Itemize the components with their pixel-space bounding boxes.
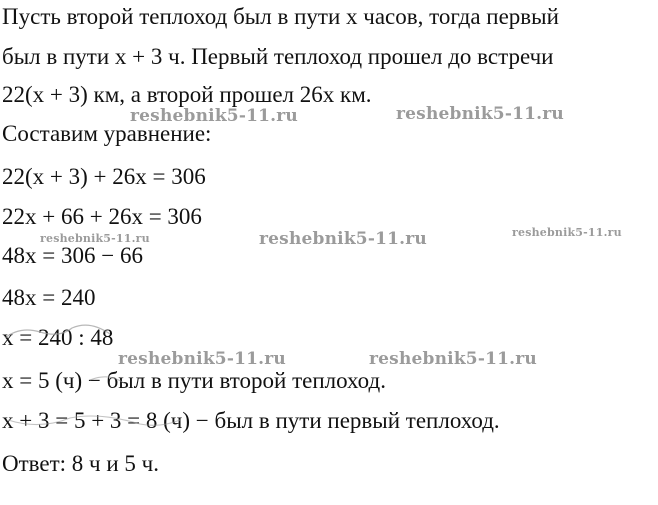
equation-line-1: 22(x + 3) + 26x = 306 [2,164,206,189]
watermark-6: reshebnik5-11.ru [118,349,286,369]
text-line-3: 22(x + 3) км, а второй прошел 26x км. [2,82,372,107]
equation-line-2: 22x + 66 + 26x = 306 [2,204,202,229]
watermark-4: reshebnik5-11.ru [259,229,427,249]
result-line-1: x = 5 (ч) − был в пути второй теплоход. [2,368,386,393]
text-line-2: был в пути x + 3 ч. Первый теплоход прошел до встречи [2,44,554,69]
watermark-1: reshebnik5-11.ru [130,106,298,126]
answer-line: Ответ: 8 ч и 5 ч. [2,451,159,476]
watermark-2: reshebnik5-11.ru [396,104,564,124]
watermark-7: reshebnik5-11.ru [369,349,537,369]
equation-line-5: x = 240 : 48 [2,325,114,350]
watermark-5: reshebnik5-11.ru [512,226,622,239]
watermark-3: reshebnik5-11.ru [40,232,150,245]
result-line-2: x + 3 = 5 + 3 = 8 (ч) − был в пути первый теплоход. [2,408,500,433]
equation-line-3: 48x = 306 − 66 [2,243,143,268]
equation-line-4: 48x = 240 [2,285,96,310]
text-line-4: Составим уравнение: [2,121,212,146]
text-line-1: Пусть второй теплоход был в пути x часов, тогда первый [2,4,559,29]
